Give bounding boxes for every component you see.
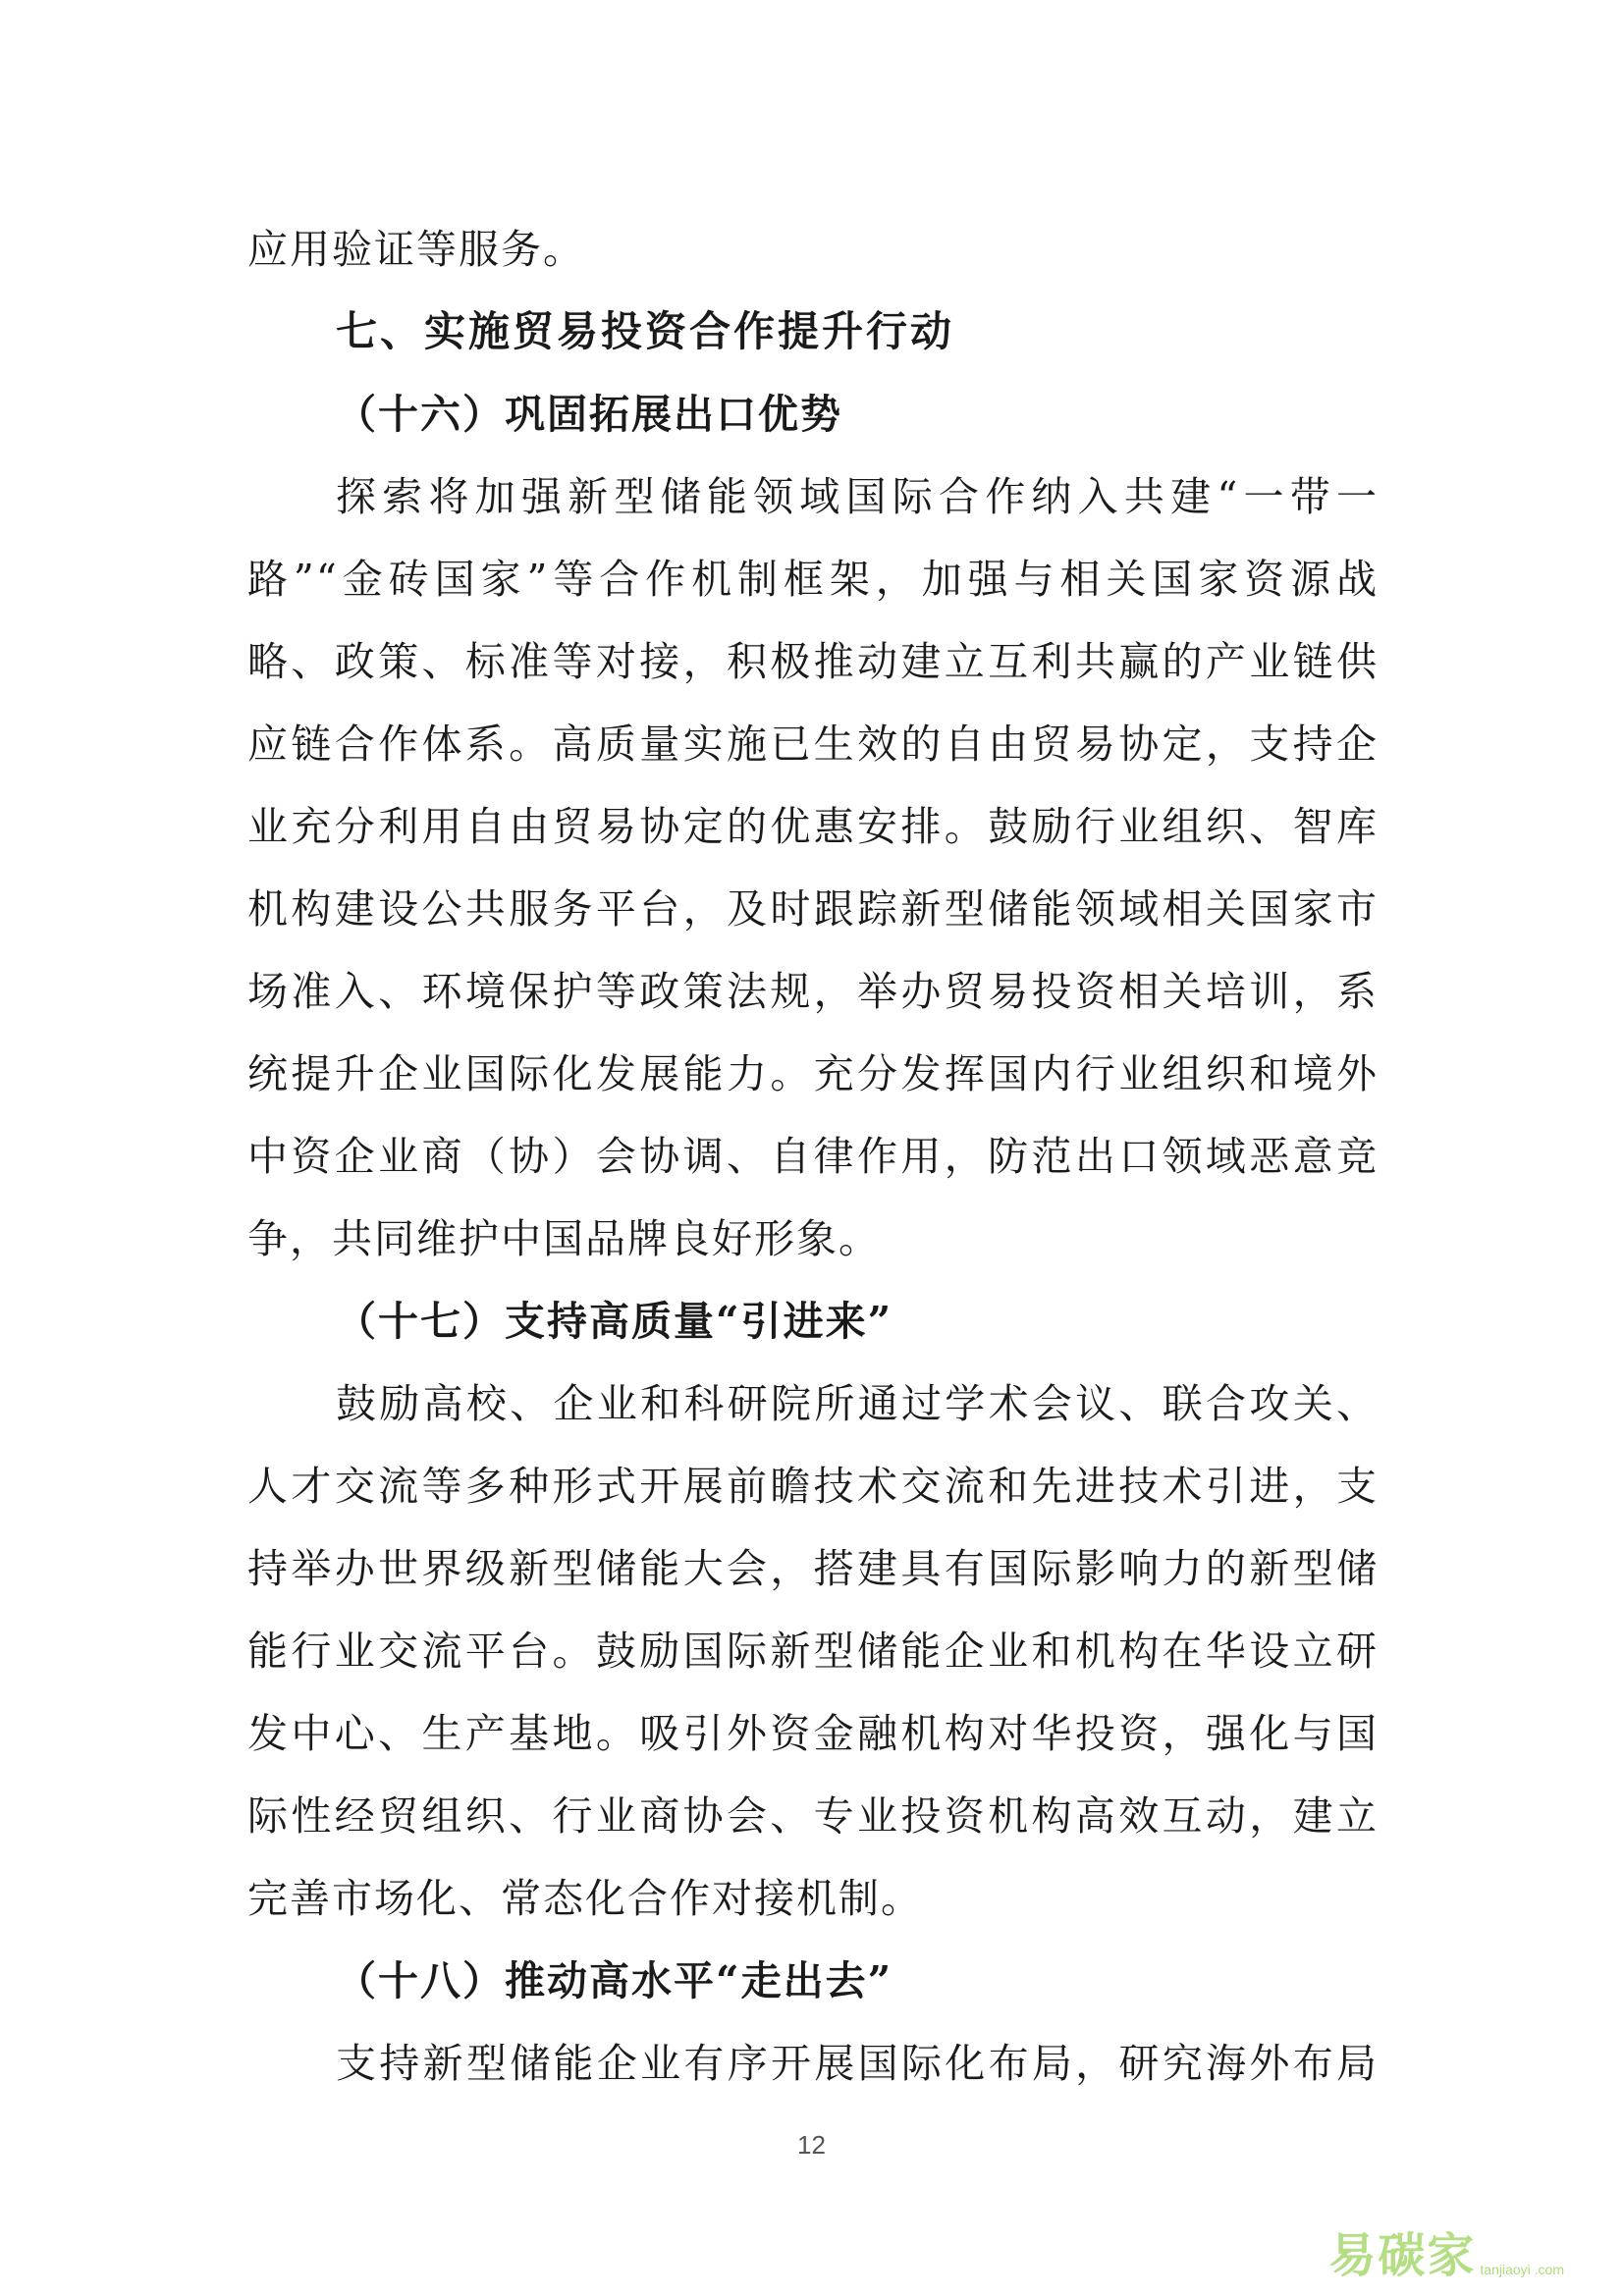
page-number: 12 [797,2130,826,2160]
paragraph-line: 完善市场化、常态化合作对接机制。 [247,1875,923,1922]
paragraph-line: 支持新型储能企业有序开展国际化布局，研究海外布局 [336,2040,1379,2087]
paragraph-line: 发中心、生产基地。吸引外资金融机构对华投资，强化与国 [247,1710,1379,1757]
paragraph-line: 场准入、环境保护等政策法规，举办贸易投资相关培训，系 [247,968,1379,1015]
paragraph-line: 际性经贸组织、行业商协会、专业投资机构高效互动，建立 [247,1792,1379,1840]
paragraph-line: 统提升企业国际化发展能力。充分发挥国内行业组织和境外 [247,1050,1379,1097]
section-heading: 七、实施贸易投资合作提升行动 [336,307,955,355]
paragraph-line: 探索将加强新型储能领域国际合作纳入共建“一带一 [336,473,1379,520]
subsection-heading: （十七）支持高质量“引进来” [336,1298,893,1345]
paragraph-line: 人才交流等多种形式开展前瞻技术交流和先进技术引进，支 [247,1463,1379,1510]
paragraph-line: 争，共同维护中国品牌良好形象。 [247,1215,881,1262]
paragraph-line: 应链合作体系。高质量实施已生效的自由贸易协定，支持企 [247,721,1379,768]
paragraph-line: 应用验证等服务。 [247,226,585,273]
watermark-logo [1328,2226,1564,2285]
subsection-heading: （十六）巩固拓展出口优势 [336,391,842,438]
watermark-text: 易碳家 [1328,2228,1477,2283]
paragraph-line: 能行业交流平台。鼓励国际新型储能企业和机构在华设立研 [247,1628,1379,1675]
paragraph-line: 中资企业商（协）会协调、自律作用，防范出口领域恶意竞 [247,1133,1379,1180]
paragraph-line: 鼓励高校、企业和科研院所通过学术会议、联合攻关、 [336,1380,1379,1427]
subsection-heading: （十八）推动高水平“走出去” [336,1957,893,2004]
paragraph-line: 略、政策、标准等对接，积极推动建立互利共赢的产业链供 [247,638,1379,685]
paragraph-line: 业充分利用自由贸易协定的优惠安排。鼓励行业组织、智库 [247,803,1379,850]
watermark-domain: tanjiaoyi .com [1480,2262,1564,2277]
paragraph-line: 持举办世界级新型储能大会，搭建具有国际影响力的新型储 [247,1545,1379,1592]
paragraph-line: 路”“金砖国家”等合作机制框架，加强与相关国家资源战 [247,556,1379,603]
paragraph-line: 机构建设公共服务平台，及时跟踪新型储能领域相关国家市 [247,885,1379,933]
